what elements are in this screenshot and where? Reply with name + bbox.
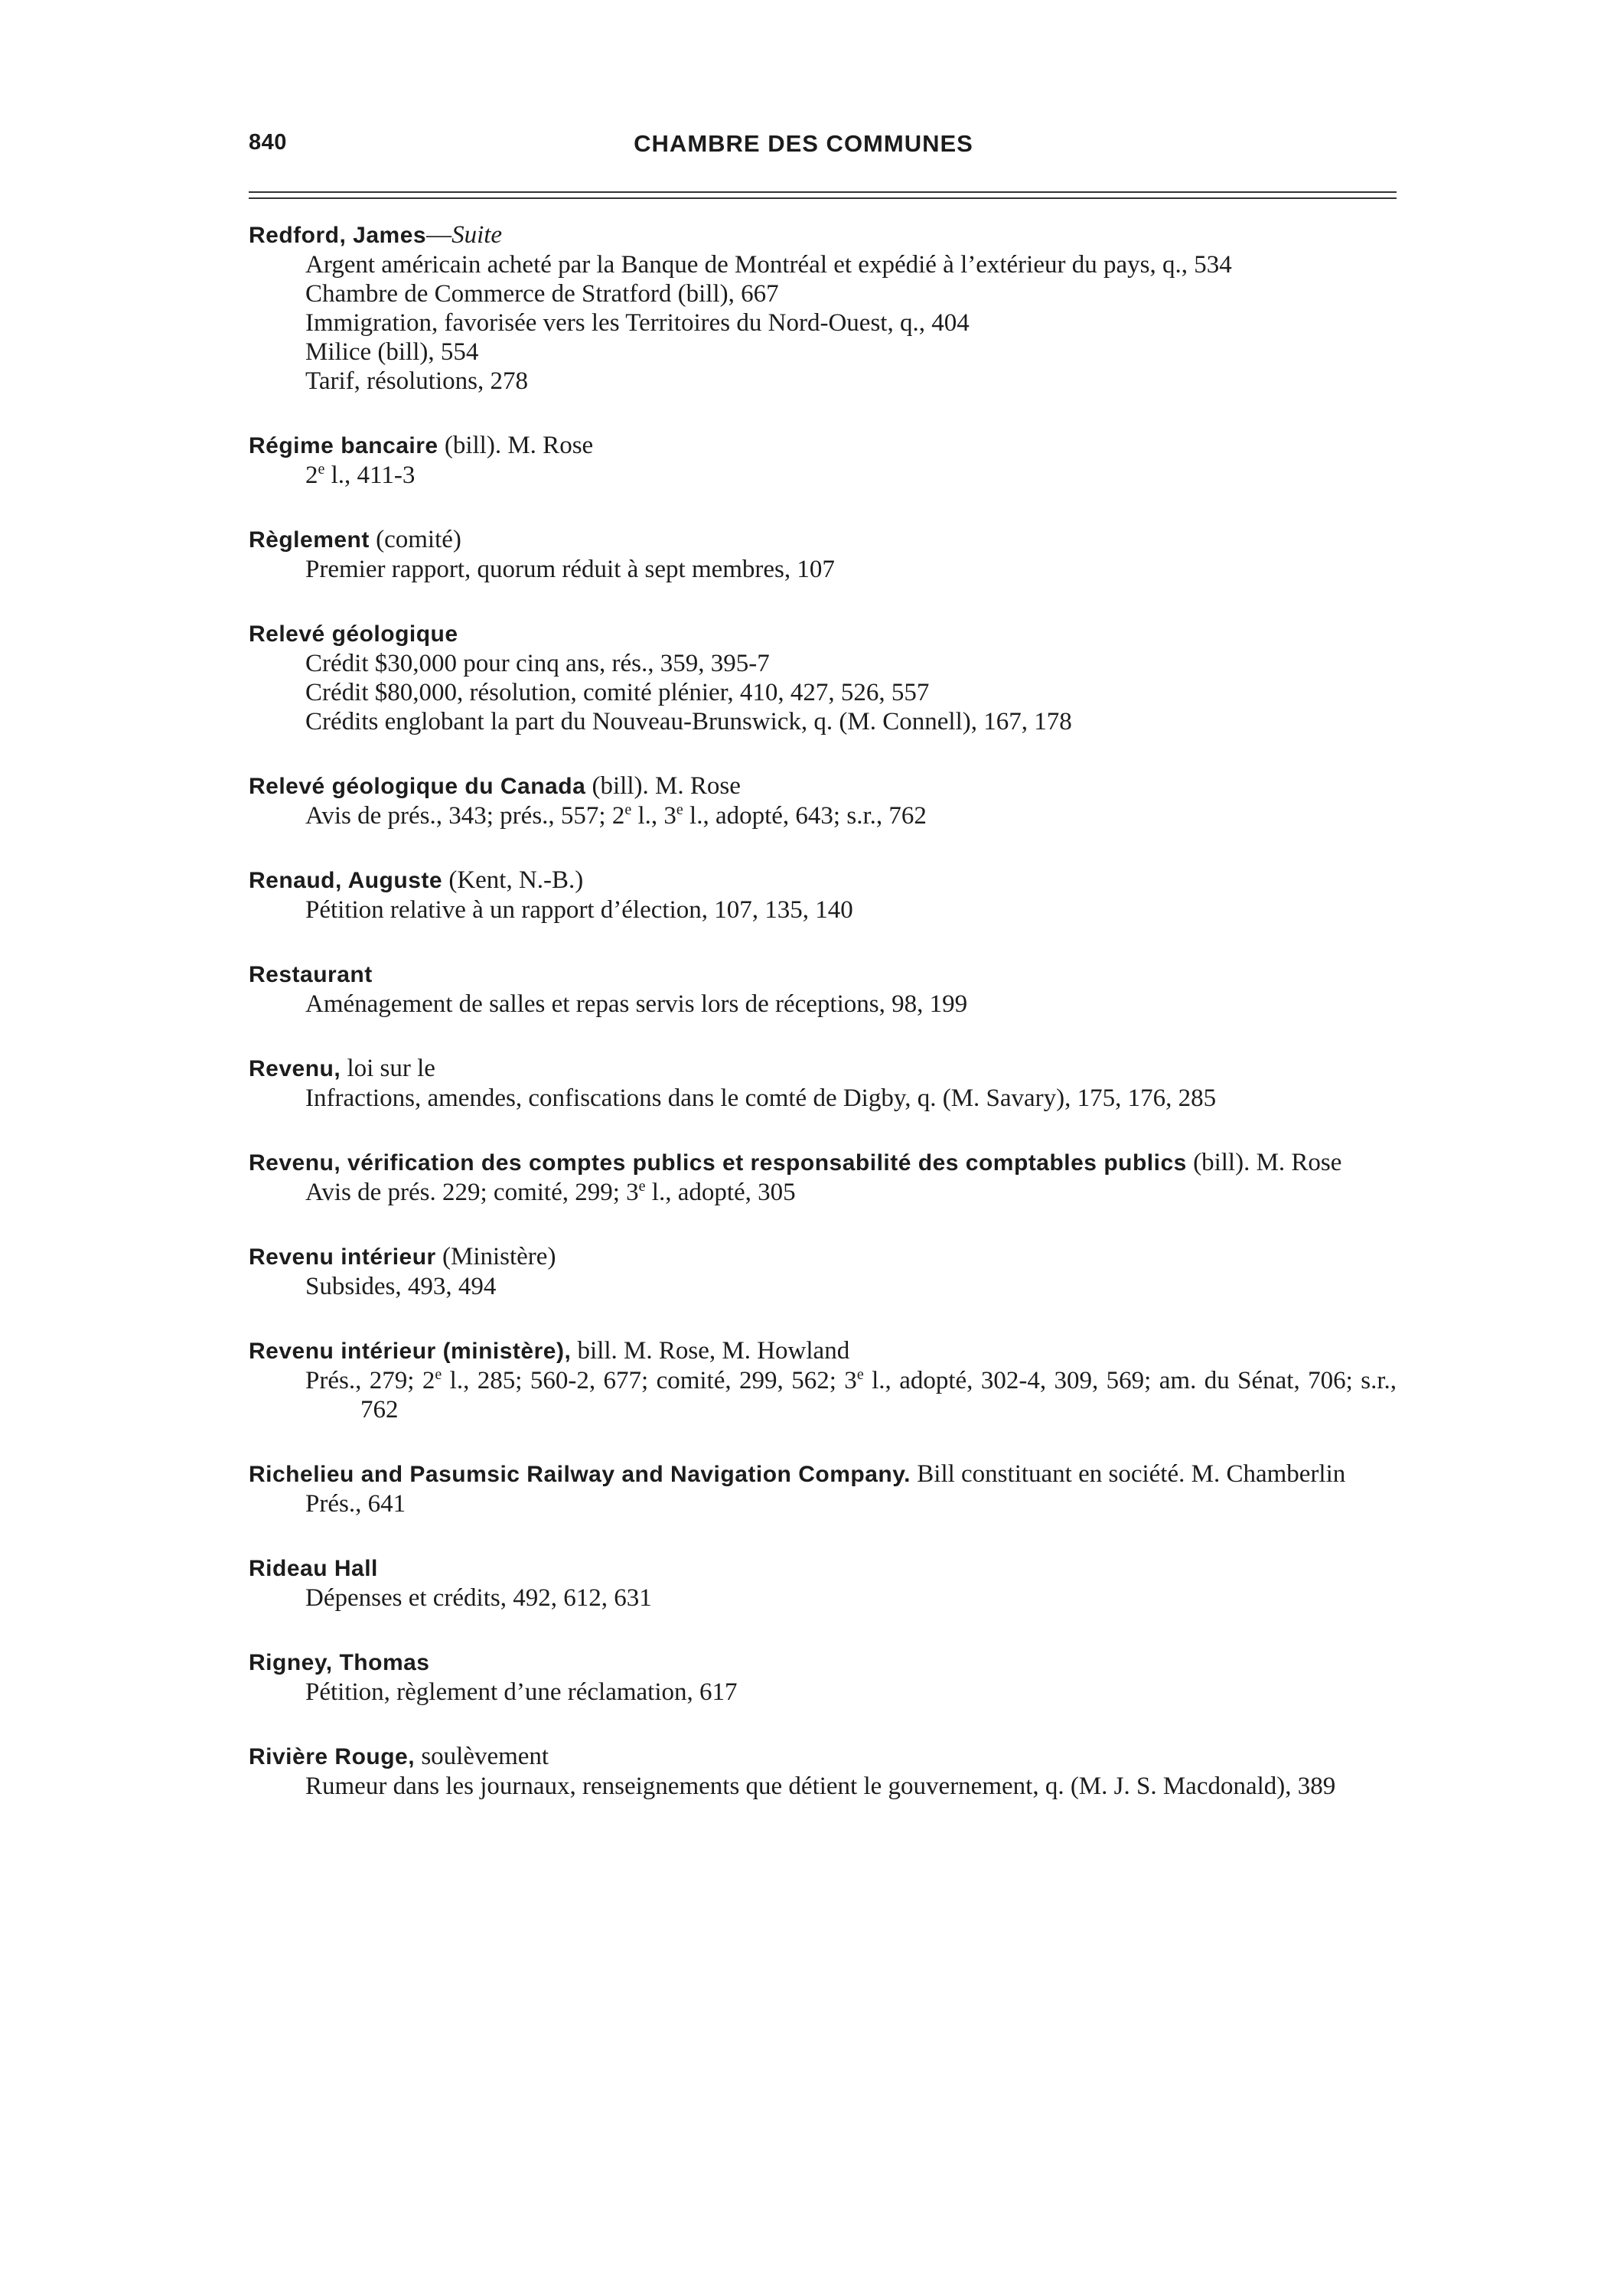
entry-subentry: Subsides, 493, 494: [305, 1273, 497, 1300]
index-entry: [249, 771, 1397, 830]
entry-term: Revenu, vérification des comptes publics et responsabilité des comptables publics: [249, 1150, 1187, 1176]
entry-qualifier: (Kent, N.-B.): [442, 866, 584, 894]
index-entry: [249, 1336, 1397, 1424]
entry-qualifier: (bill). M. Rose: [438, 432, 594, 459]
entry-subentry: Tarif, résolutions, 278: [305, 367, 528, 395]
entry-subentry: Aménagement de salles et repas servis lors de réceptions, 98, 199: [305, 990, 968, 1018]
entry-subentry: Argent américain acheté par la Banque de Montréal et expédié à l’extérieur du pays, q., 534: [305, 251, 1232, 279]
entry-subentry: Milice (bill), 554: [305, 338, 479, 366]
index-list: [249, 220, 1397, 1836]
entry-term: Règlement: [249, 527, 370, 553]
index-entry: [249, 866, 1397, 925]
entry-subentry: Pétition, règlement d’une réclamation, 617: [305, 1678, 738, 1706]
entry-subentry: Infractions, amendes, confiscations dans le comté de Digby, q. (M. Savary), 175, 176, 285: [305, 1084, 1217, 1112]
entry-heading: [249, 1054, 1397, 1084]
entry-qualifier: —: [426, 221, 452, 249]
entry-qualifier: bill. M. Rose, M. Howland: [571, 1337, 850, 1365]
entry-qualifier: (comité): [369, 526, 461, 553]
entry-qualifier: (bill). M. Rose: [1186, 1149, 1342, 1176]
entry-heading: [249, 220, 1397, 250]
entry-term: Richelieu and Pasumsic Railway and Navigation Company.: [249, 1462, 911, 1487]
index-entry: [249, 1742, 1397, 1801]
entry-term: Redford, James: [249, 223, 427, 248]
header-rule-bottom: [249, 197, 1397, 199]
entry-heading: [249, 1459, 1397, 1489]
entry-term: Régime bancaire: [249, 433, 438, 458]
entry-subentry: Rumeur dans les journaux, renseignements que détient le gouvernement, q. (M. J. S. Macdonald), 389: [305, 1773, 1336, 1800]
index-entry: [249, 1148, 1397, 1207]
entry-subentry: Prés., 641: [305, 1490, 406, 1518]
entry-qualifier: soulèvement: [415, 1743, 549, 1770]
entry-heading: [249, 1242, 1397, 1272]
page-number: 840: [249, 130, 287, 155]
entry-subentry: Pétition relative à un rapport d’élection, 107, 135, 140: [305, 896, 853, 924]
entry-heading: [249, 525, 1397, 555]
entry-qualifier: (bill). M. Rose: [585, 772, 741, 800]
index-entry: [249, 525, 1397, 584]
entry-subentry: Avis de prés. 229; comité, 299; 3e l., adopté, 305: [305, 1178, 796, 1206]
index-entry: [249, 1648, 1397, 1707]
entry-heading: [249, 1148, 1397, 1178]
entry-subentry: Premier rapport, quorum réduit à sept membres, 107: [305, 556, 835, 583]
entry-term: Revenu,: [249, 1056, 341, 1081]
entry-subentry: 2e l., 411-3: [305, 461, 416, 489]
entry-term: Restaurant: [249, 962, 373, 987]
entry-heading: [249, 1742, 1397, 1772]
entry-term: Rivière Rouge,: [249, 1744, 416, 1769]
entry-term: Relevé géologique du Canada: [249, 774, 586, 799]
entry-heading: [249, 1554, 1397, 1583]
entry-term: Relevé géologique: [249, 621, 458, 647]
running-head: CHAMBRE DES COMMUNES: [634, 130, 973, 157]
entry-subentry: Chambre de Commerce de Stratford (bill), 667: [305, 280, 779, 308]
entry-qualifier: Bill constituant en société. M. Chamberlin: [911, 1460, 1346, 1488]
index-entry: [249, 1242, 1397, 1301]
entry-qualifier: (Ministère): [435, 1243, 556, 1270]
entry-heading: [249, 1336, 1397, 1366]
entry-subentry: Dépenses et crédits, 492, 612, 631: [305, 1584, 652, 1612]
entry-heading: [249, 431, 1397, 461]
entry-heading: [249, 771, 1397, 801]
entry-continued-label: Suite: [451, 221, 503, 249]
entry-term: Renaud, Auguste: [249, 868, 443, 893]
index-entry: [249, 619, 1397, 736]
entry-heading: [249, 619, 1397, 649]
index-entry: [249, 960, 1397, 1019]
entry-heading: [249, 866, 1397, 895]
index-entry: [249, 431, 1397, 490]
entry-subentry: Avis de prés., 343; prés., 557; 2e l., 3e l., adopté, 643; s.r., 762: [305, 801, 927, 830]
entry-subentry: Crédit $80,000, résolution, comité plénier, 410, 427, 526, 557: [305, 679, 930, 706]
index-entry: [249, 1554, 1397, 1613]
entry-subentry: Prés., 279; 2e l., 285; 560-2, 677; comité, 299, 562; 3e l., adopté, 302-4, 309, 569; am. du Sénat, 706; s.r., 762: [305, 1366, 1397, 1424]
entry-term: Revenu intérieur: [249, 1244, 436, 1270]
entry-term: Rideau Hall: [249, 1556, 378, 1581]
entry-heading: [249, 1648, 1397, 1678]
entry-term: Revenu intérieur (ministère),: [249, 1339, 572, 1364]
entry-heading: [249, 960, 1397, 990]
index-entry: [249, 1459, 1397, 1518]
index-entry: [249, 1054, 1397, 1113]
entry-subentry: Crédit $30,000 pour cinq ans, rés., 359, 395-7: [305, 650, 770, 677]
entry-term: Rigney, Thomas: [249, 1650, 430, 1675]
header-rule-top: [249, 191, 1397, 193]
index-entry: [249, 220, 1397, 396]
entry-qualifier: loi sur le: [341, 1055, 435, 1082]
entry-subentry: Crédits englobant la part du Nouveau-Brunswick, q. (M. Connell), 167, 178: [305, 708, 1072, 735]
entry-subentry: Immigration, favorisée vers les Territoires du Nord-Ouest, q., 404: [305, 309, 970, 337]
